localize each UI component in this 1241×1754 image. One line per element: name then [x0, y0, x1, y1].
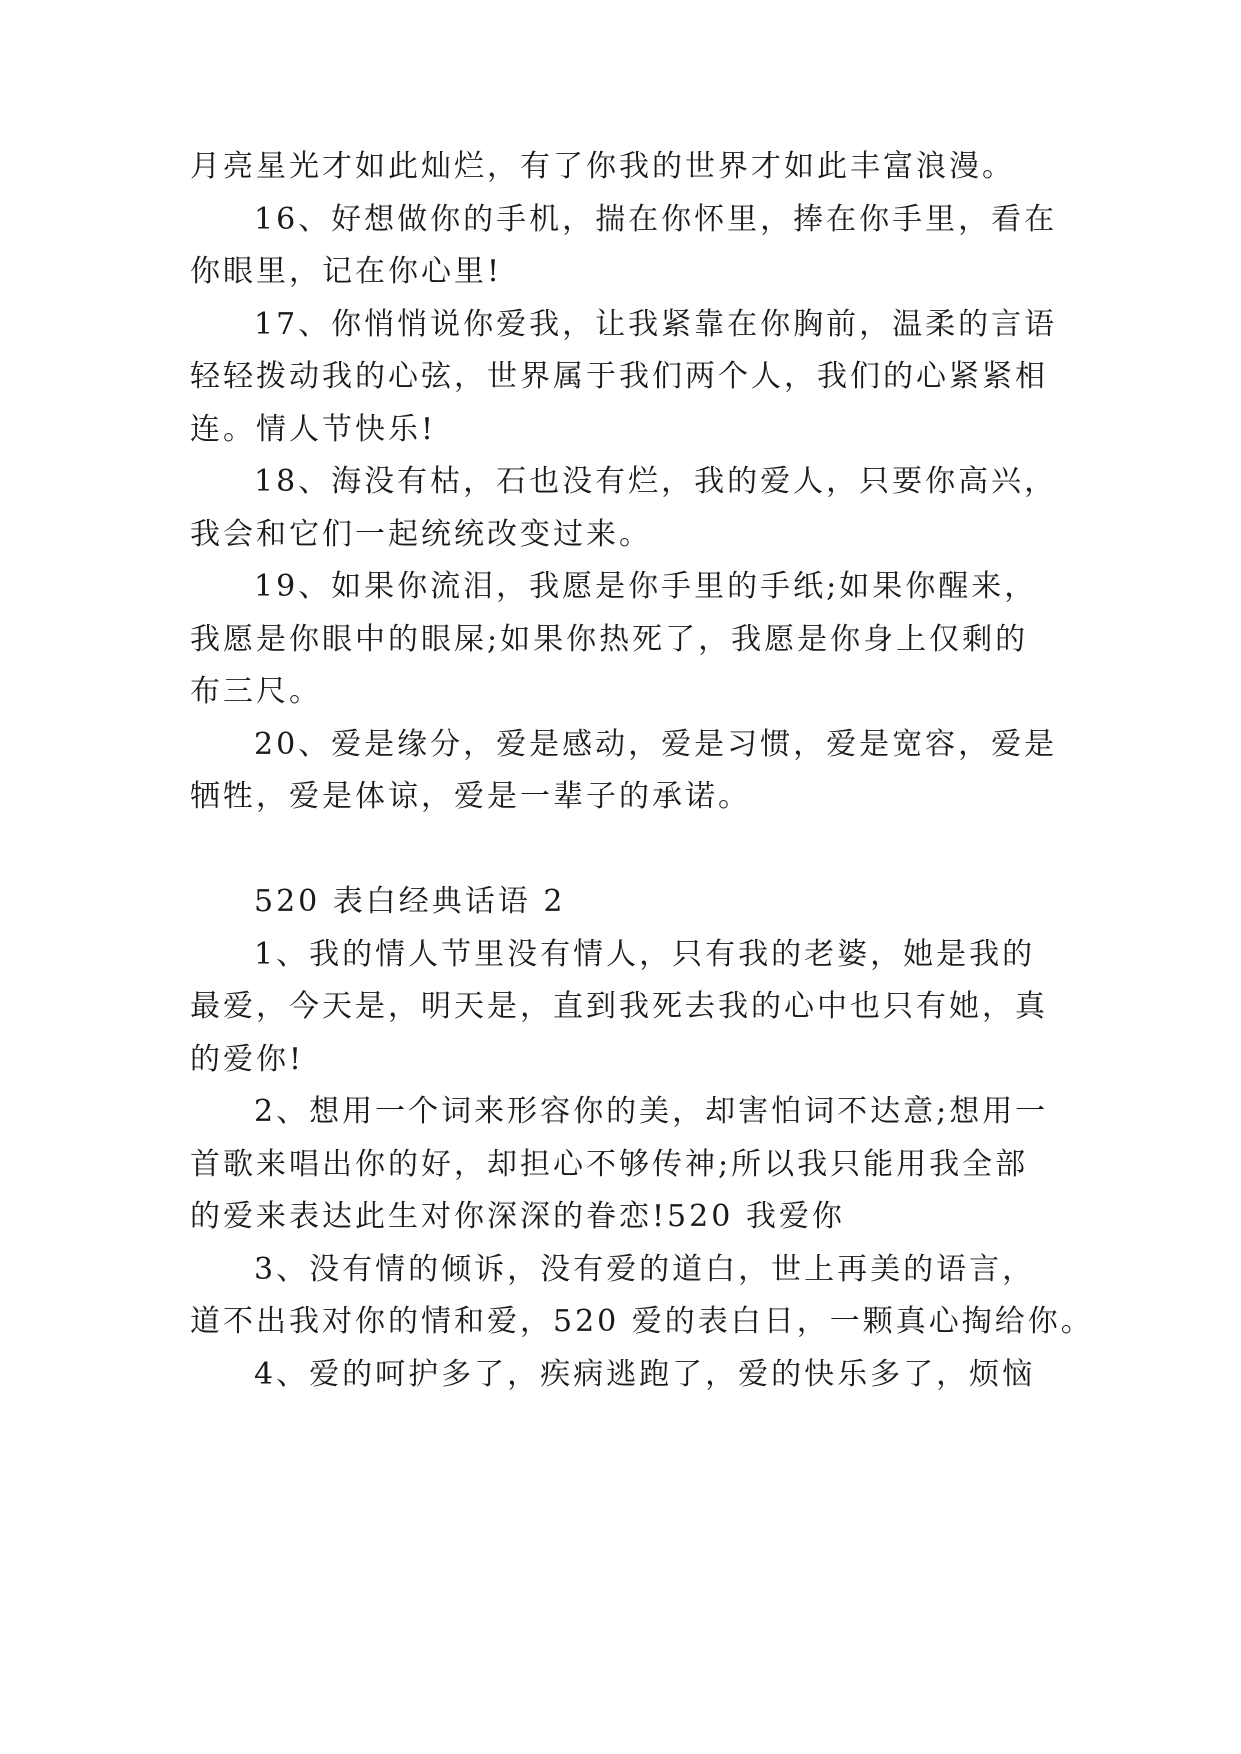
text-line: 19、如果你流泪，我愿是你手里的手纸;如果你醒来， — [254, 569, 1038, 604]
text-line: 3、没有情的倾诉，没有爱的道白，世上再美的语言， — [254, 1252, 1036, 1287]
text-line: 20、爱是缘分，爱是感动，爱是习惯，爱是宽容，爱是 — [254, 727, 1058, 762]
text-line: 我会和它们一起统统改变过来。 — [190, 517, 652, 552]
text-line: 最爱，今天是，明天是，直到我死去我的心中也只有她，真 — [190, 989, 1048, 1024]
text-line: 的爱你! — [190, 1042, 305, 1077]
text-line: 首歌来唱出你的好，却担心不够传神;所以我只能用我全部 — [190, 1147, 1029, 1182]
text-line: 1、我的情人节里没有情人，只有我的老婆，她是我的 — [254, 937, 1036, 972]
text-line: 我愿是你眼中的眼屎;如果你热死了，我愿是你身上仅剩的 — [190, 622, 1029, 657]
text-line: 17、你悄悄说你爱我，让我紧靠在你胸前，温柔的言语 — [254, 307, 1058, 342]
section-heading: 520 表白经典话语 2 — [254, 884, 566, 919]
text-line: 轻轻拨动我的心弦，世界属于我们两个人，我们的心紧紧相 — [190, 359, 1048, 394]
text-line: 月亮星光才如此灿烂，有了你我的世界才如此丰富浪漫。 — [190, 149, 1015, 184]
text-line: 你眼里，记在你心里! — [190, 254, 503, 289]
text-line: 2、想用一个词来形容你的美，却害怕词不达意;想用一 — [254, 1094, 1049, 1129]
text-line: 4、爱的呵护多了，疾病逃跑了，爱的快乐多了，烦恼 — [254, 1357, 1036, 1392]
text-line: 道不出我对你的情和爱，520 爱的表白日，一颗真心掏给你。 — [190, 1304, 1094, 1339]
text-line: 的爱来表达此生对你深深的眷恋!520 我爱你 — [190, 1199, 845, 1234]
text-line: 16、好想做你的手机，揣在你怀里，捧在你手里，看在 — [254, 202, 1058, 237]
text-line: 18、海没有枯，石也没有烂，我的爱人，只要你高兴， — [254, 464, 1058, 499]
text-line: 布三尺。 — [190, 674, 322, 709]
text-line: 牺牲，爱是体谅，爱是一辈子的承诺。 — [190, 779, 751, 814]
text-line: 连。情人节快乐! — [190, 412, 437, 447]
